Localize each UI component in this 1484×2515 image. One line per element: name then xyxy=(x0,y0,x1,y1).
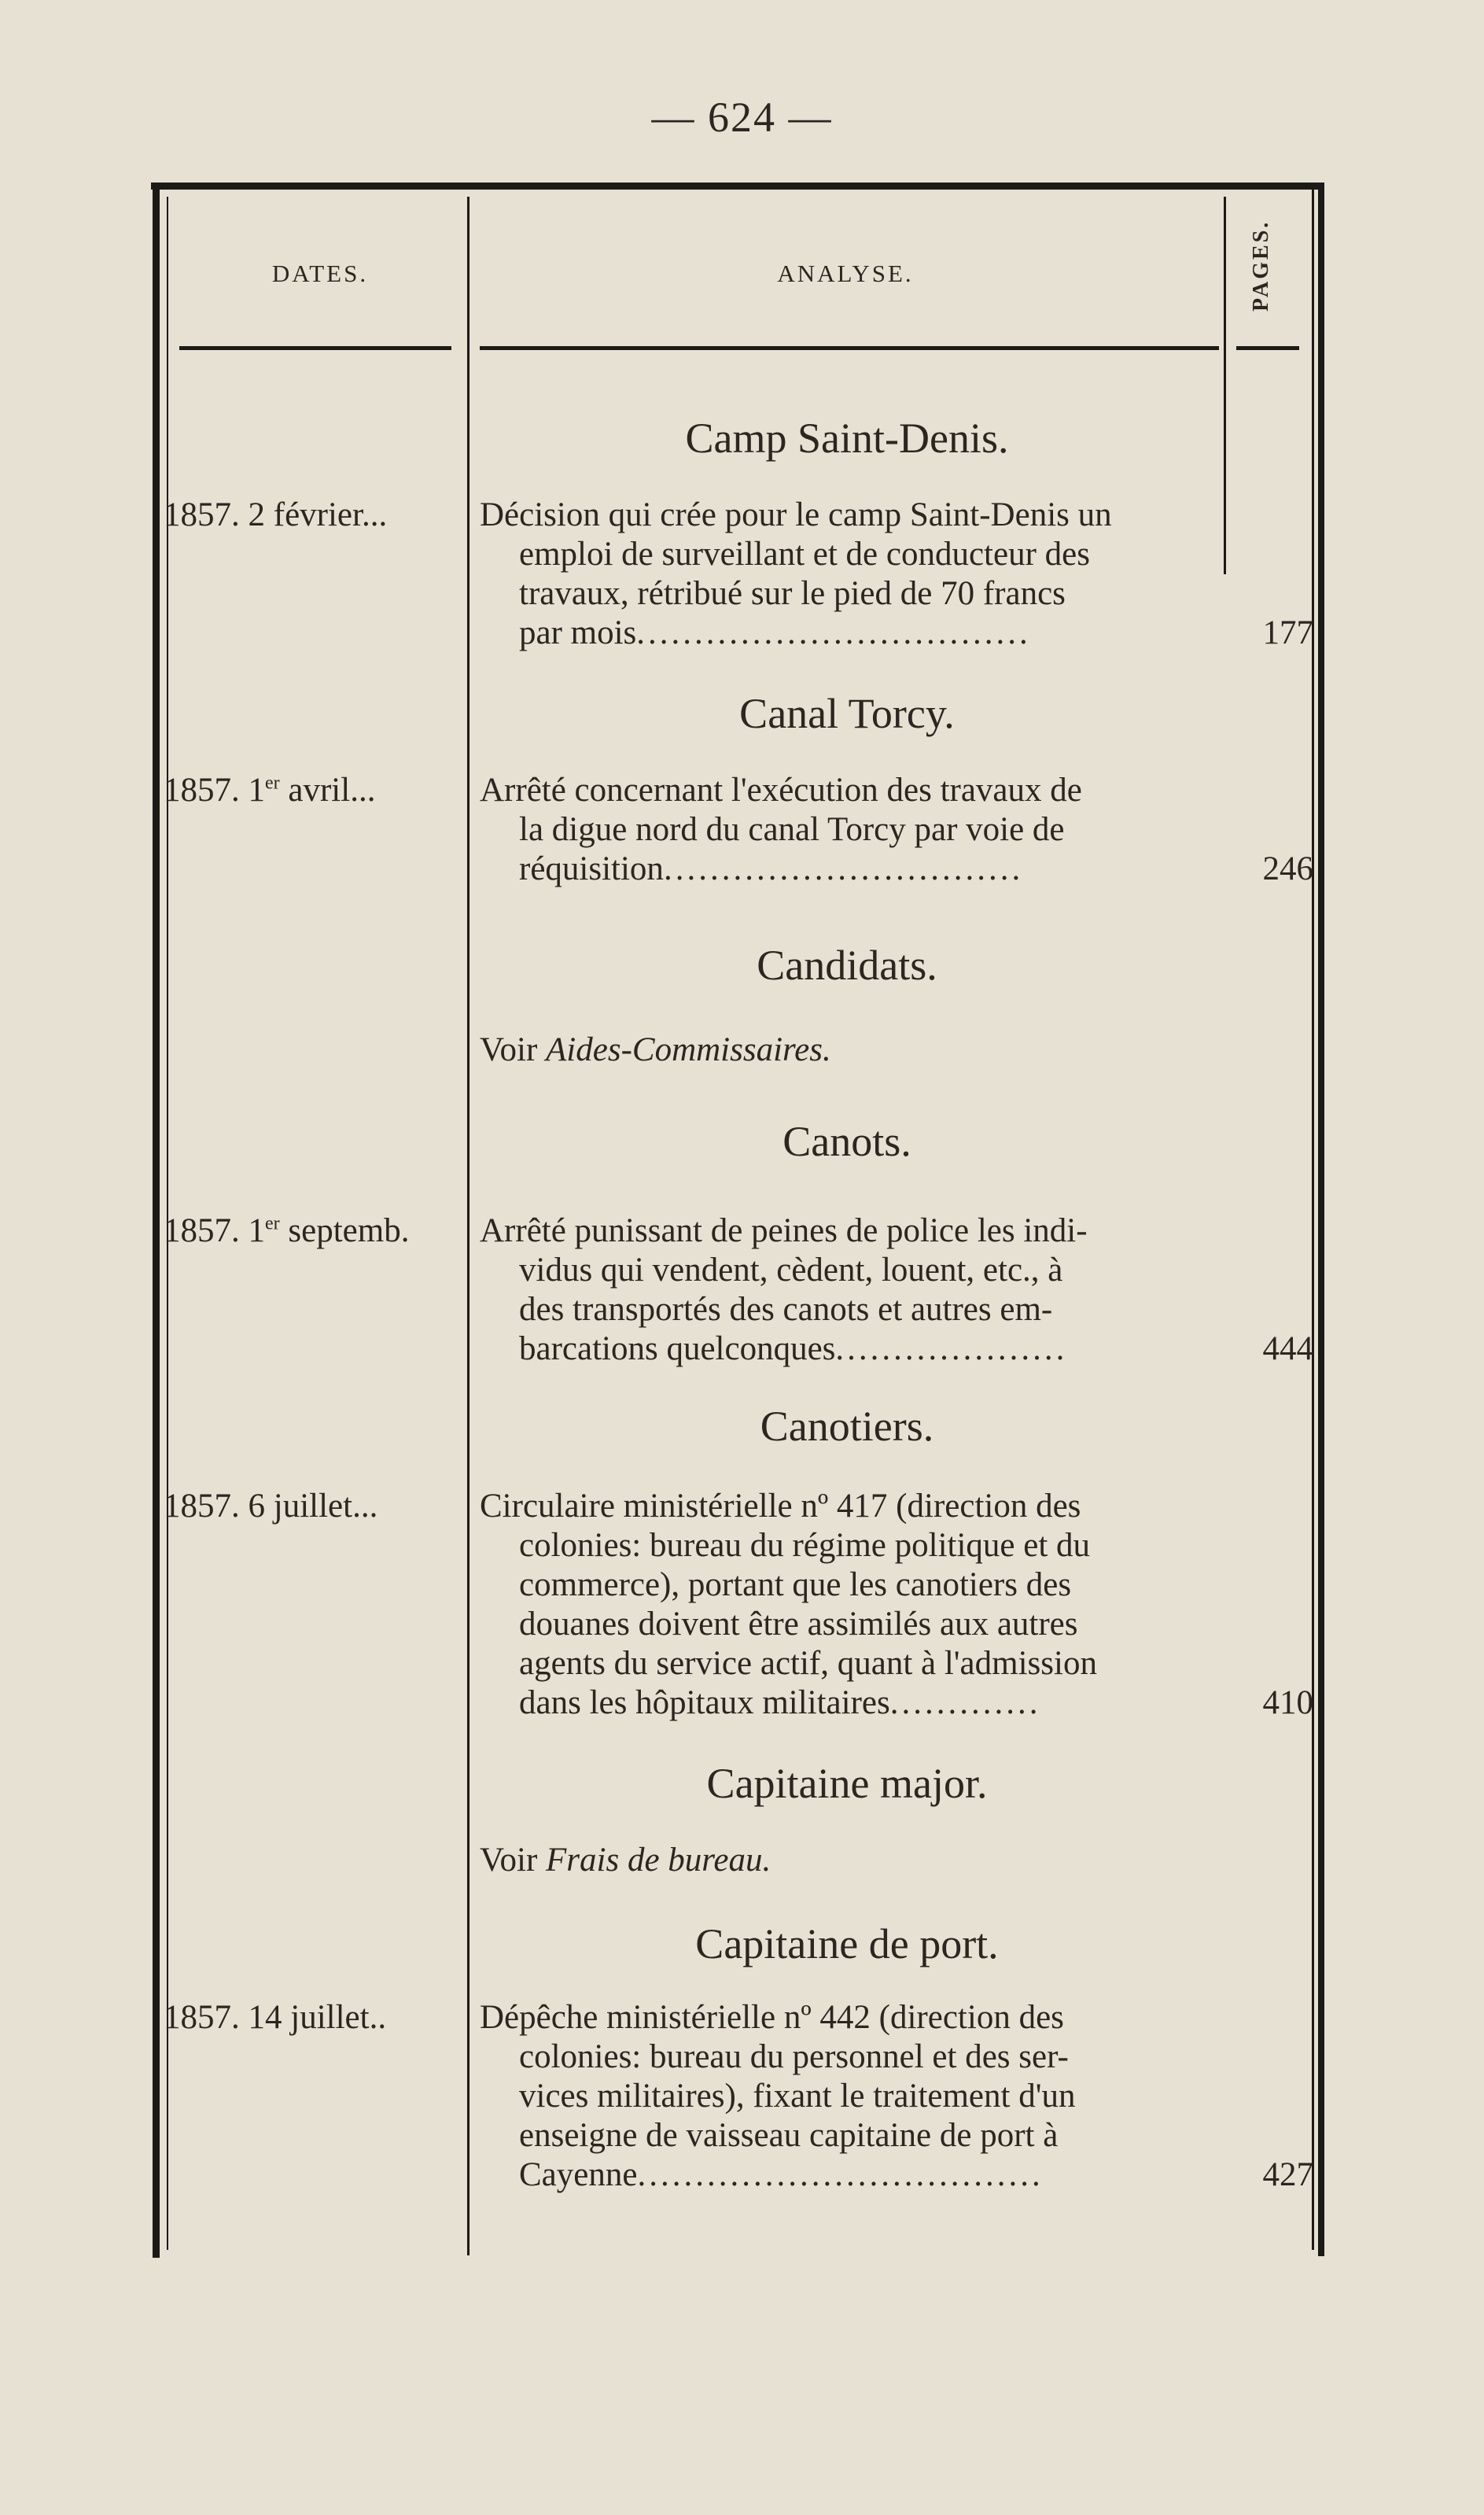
entry-line: Cayenne................................... xyxy=(519,2156,1044,2193)
page-number: — 624 — xyxy=(651,94,833,141)
page-reference: 410 xyxy=(1262,1684,1313,1721)
see-reference: Voir Frais de bureau. xyxy=(480,1842,771,1879)
entry-text xyxy=(480,496,1215,653)
section-title: Capitaine de port. xyxy=(695,1920,999,1967)
entry-line: Circulaire ministérielle nº 417 (direction des xyxy=(480,1488,1081,1525)
section-title: Canal Torcy. xyxy=(739,690,955,737)
entry-line: réquisition............................... xyxy=(519,850,1024,887)
entry-line: Arrêté concernant l'exécution des travaux de xyxy=(480,772,1082,809)
see-reference: Voir Aides-Commissaires. xyxy=(480,1031,831,1068)
header-analysis: ANALYSE. xyxy=(777,260,914,287)
entry-line: vidus qui vendent, cèdent, louent, etc., à xyxy=(519,1252,1063,1289)
section-title: Canots. xyxy=(783,1118,911,1165)
header-dates: DATES. xyxy=(271,260,369,287)
entry-line: barcations quelconques.................... xyxy=(519,1330,1068,1367)
page-reference: 177 xyxy=(1262,614,1313,651)
entry-line: Décision qui crée pour le camp Saint-Denis un xyxy=(480,496,1112,533)
table-right-border xyxy=(1312,189,1314,2250)
page-reference: 427 xyxy=(1262,2156,1313,2193)
entry-date: 1857. 2 février... xyxy=(164,496,388,533)
column-divider-dates xyxy=(467,197,470,2255)
entry-line: vices militaires), fixant le traitement d'un xyxy=(519,2078,1076,2115)
column-divider-pages xyxy=(1224,197,1226,574)
entry-text xyxy=(480,771,1215,889)
entry-line: commerce), portant que les canotiers des xyxy=(519,1566,1072,1603)
header-rule-analysis xyxy=(480,346,1219,350)
entry-date: 1857. 6 juillet... xyxy=(164,1488,378,1525)
entry-line: emploi de surveillant et de conducteur des xyxy=(519,536,1090,573)
entry-line: agents du service actif, quant à l'admission xyxy=(519,1645,1097,1682)
header-pages: PAGES. xyxy=(1249,219,1273,312)
section-title: Candidats. xyxy=(757,942,937,989)
table-right-outer-border xyxy=(1318,186,1324,2256)
section-title: Capitaine major. xyxy=(706,1760,988,1807)
page-reference: 444 xyxy=(1262,1330,1313,1367)
entry-line: Arrêté punissant de peines de police les indi- xyxy=(480,1212,1088,1249)
page-reference: 246 xyxy=(1262,850,1313,887)
entry-text xyxy=(480,1211,1215,1369)
table-left-border xyxy=(153,183,160,2258)
entry-line: par mois.................................. xyxy=(519,614,1031,651)
entry-date: 1857. 1er avril... xyxy=(164,772,376,809)
entry-line: colonies: bureau du régime politique et du xyxy=(519,1527,1091,1564)
entry-line: travaux, rétribué sur le pied de 70 francs xyxy=(519,575,1066,612)
entry-line: la digue nord du canal Torcy par voie de xyxy=(519,811,1065,848)
entry-line: enseigne de vaisseau capitaine de port à xyxy=(519,2117,1059,2154)
section-title: Camp Saint-Denis. xyxy=(685,415,1009,462)
header-rule-pages xyxy=(1236,346,1299,350)
header-rule-dates xyxy=(179,346,451,350)
entry-line: douanes doivent être assimilés aux autres xyxy=(519,1606,1078,1643)
entry-line: des transportés des canots et autres em- xyxy=(519,1291,1053,1328)
entry-line: Dépêche ministérielle nº 442 (direction des xyxy=(480,1999,1064,2036)
entry-text xyxy=(480,1487,1215,1723)
section-title: Canotiers. xyxy=(760,1403,934,1450)
entry-date: 1857. 14 juillet.. xyxy=(164,1999,387,2036)
entry-text xyxy=(480,1998,1215,2195)
entry-line: dans les hôpitaux militaires............. xyxy=(519,1684,1041,1721)
entry-line: colonies: bureau du personnel et des ser- xyxy=(519,2038,1069,2075)
entry-date: 1857. 1er septemb. xyxy=(164,1212,410,1249)
